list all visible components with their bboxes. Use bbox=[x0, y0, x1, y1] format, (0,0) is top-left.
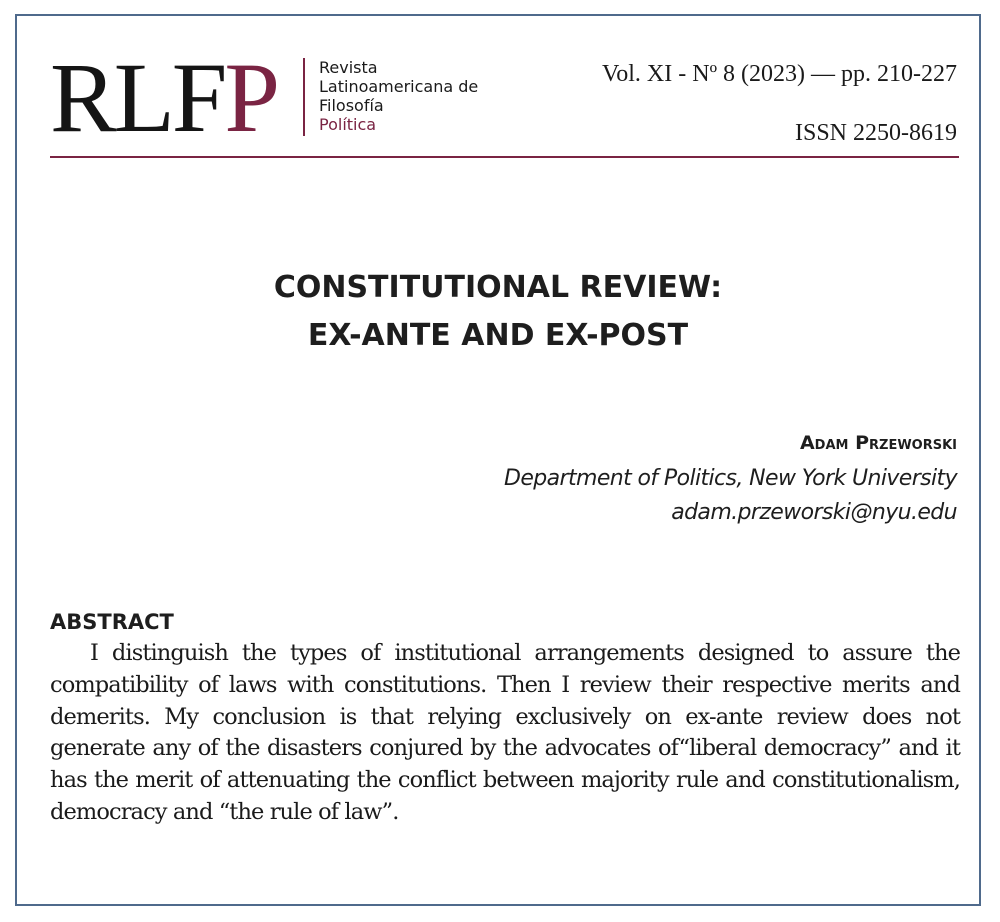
journal-name bbox=[319, 58, 478, 134]
journal-page bbox=[15, 14, 981, 906]
logo-divider bbox=[303, 58, 305, 136]
abstract-heading: ABSTRACT bbox=[50, 610, 174, 634]
abstract-body: I distinguish the types of institutional arrangements designed to assure the compatibility of laws with constitutions. Then I review their respective merits and demerits. My conclusion is that relying exclusively on ex-ante review does not generate any of the disasters conjured by the advocates of“liberal democracy” and it has the merit of attenuating the conflict between majority rule and constitutionalism, democracy and “the rule of law”. bbox=[50, 640, 960, 825]
author-email: adam.przeworski@nyu.edu bbox=[671, 500, 957, 525]
logo-letters-main: RLF bbox=[50, 42, 225, 153]
author-name: Adam Przeworski bbox=[799, 432, 957, 454]
author-block bbox=[504, 430, 957, 530]
journal-name-accent-line: Política bbox=[319, 115, 377, 134]
journal-name-line: Latinoamericana de bbox=[319, 77, 479, 96]
journal-name-line: Filosofía bbox=[319, 96, 384, 115]
header-divider bbox=[50, 156, 959, 158]
journal-volume-info: Vol. XI - Nº 8 (2023) — pp. 210-227 bbox=[602, 61, 957, 87]
author-affiliation: Department of Politics, New York University bbox=[504, 466, 957, 491]
logo-letters-accent: P bbox=[224, 42, 278, 153]
article-title-line: EX-ANTE AND EX-POST bbox=[307, 318, 689, 353]
article-title bbox=[17, 264, 979, 360]
journal-name-line: Revista bbox=[319, 58, 378, 77]
journal-logo bbox=[50, 42, 278, 153]
journal-issn: ISSN 2250-8619 bbox=[794, 120, 957, 146]
article-title-line: CONSTITUTIONAL REVIEW: bbox=[273, 270, 723, 305]
